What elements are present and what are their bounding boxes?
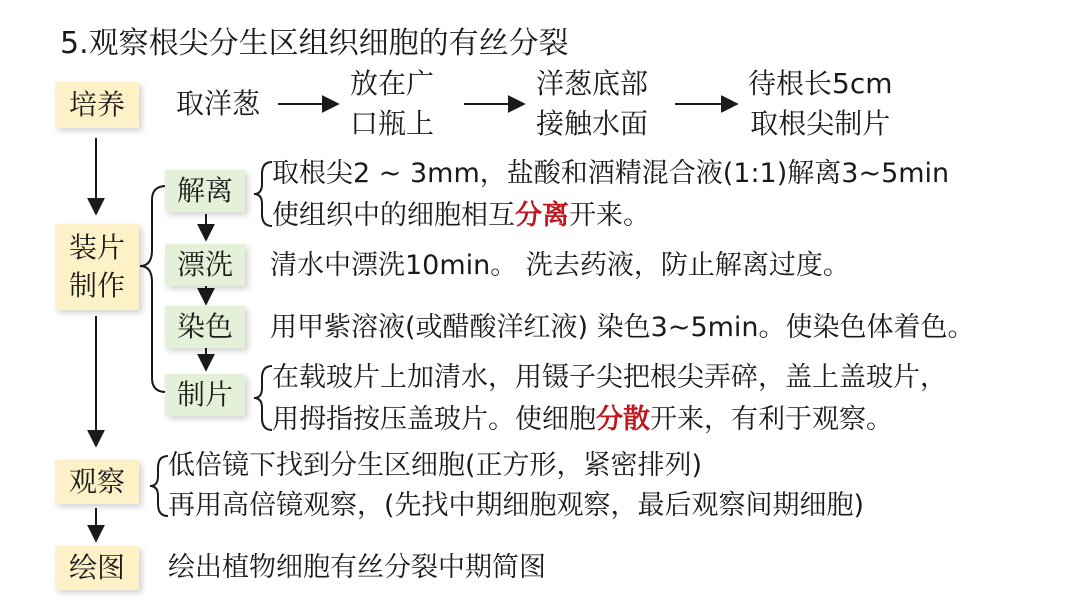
piaoxi-line-1: 清水中漂洗10min。 洗去药液，防止解离过度。 (270, 250, 850, 281)
step-draw-box (55, 546, 139, 590)
jieli-line-2-after: 开来。 (569, 200, 650, 231)
step-observe-label: 观察 (68, 465, 125, 498)
brace-zhipian (254, 366, 272, 430)
zhipian-line-2 (272, 400, 893, 440)
prep-brace (140, 186, 166, 392)
flow-step-3 (536, 64, 648, 144)
zhipian-line-1: 在载玻片上加清水，用镊子尖把根尖弄碎，盖上盖玻片， (272, 362, 947, 393)
observe-line-1: 低倍镜下找到分生区细胞(正方形，紧密排列) (168, 450, 703, 481)
substep-jieli-label: 解离 (176, 174, 233, 207)
flow-step-1: 取洋葱 (176, 87, 261, 120)
substep-zhipian-label: 制片 (176, 378, 233, 411)
jieli-line-2-before: 使组织中的细胞相互 (272, 200, 515, 231)
brace-observe (150, 456, 168, 516)
jieli-highlight: 分离 (515, 200, 569, 231)
step-prep-box (55, 224, 139, 310)
substep-zhipian-box (165, 374, 245, 416)
flow-step-4 (748, 64, 893, 144)
substep-jieli-box (165, 170, 245, 212)
observe-line-2: 再用高倍镜观察，(先找中期细胞观察，最后观察间期细胞) (168, 490, 865, 521)
step-prep-label-line2: 制作 (68, 269, 125, 302)
step-observe-box (55, 460, 139, 504)
flow-step-2 (350, 64, 434, 144)
zhipian-line-2-before: 用拇指按压盖玻片。使细胞 (272, 404, 596, 435)
flow-step-3-line1: 洋葱底部 (536, 67, 649, 100)
substep-ranse-label: 染色 (176, 310, 233, 343)
step-prep-label-line1: 装片 (68, 231, 125, 264)
jieli-line-2 (272, 196, 650, 236)
brace-jieli (254, 162, 272, 226)
step-draw-label: 绘图 (68, 551, 125, 584)
zhipian-line-2-after: 开来，有利于观察。 (650, 404, 893, 435)
draw-text: 绘出植物细胞有丝分裂中期简图 (168, 552, 546, 583)
flow-step-3-line2: 接触水面 (536, 107, 649, 140)
flow-step-2-line2: 口瓶上 (350, 107, 435, 140)
step-culture-label: 培养 (68, 88, 125, 121)
step-culture-box (55, 82, 139, 128)
flow-step-4-line2: 取根尖制片 (750, 107, 891, 140)
page-title: 5.观察根尖分生区组织细胞的有丝分裂 (60, 26, 569, 61)
flow-step-4-line1: 待根长5cm (748, 67, 893, 100)
substep-ranse-box (165, 306, 245, 348)
zhipian-highlight: 分散 (596, 404, 650, 435)
ranse-line-1: 用甲紫溶液(或醋酸洋红液) 染色3~5min。使染色体着色。 (270, 312, 975, 343)
substep-piaoxi-label: 漂洗 (176, 248, 233, 281)
substep-piaoxi-box (165, 244, 245, 286)
flow-step-2-line1: 放在广 (350, 67, 435, 100)
jieli-line-1: 取根尖2 ~ 3mm，盐酸和酒精混合液(1:1)解离3~5min (272, 158, 950, 189)
